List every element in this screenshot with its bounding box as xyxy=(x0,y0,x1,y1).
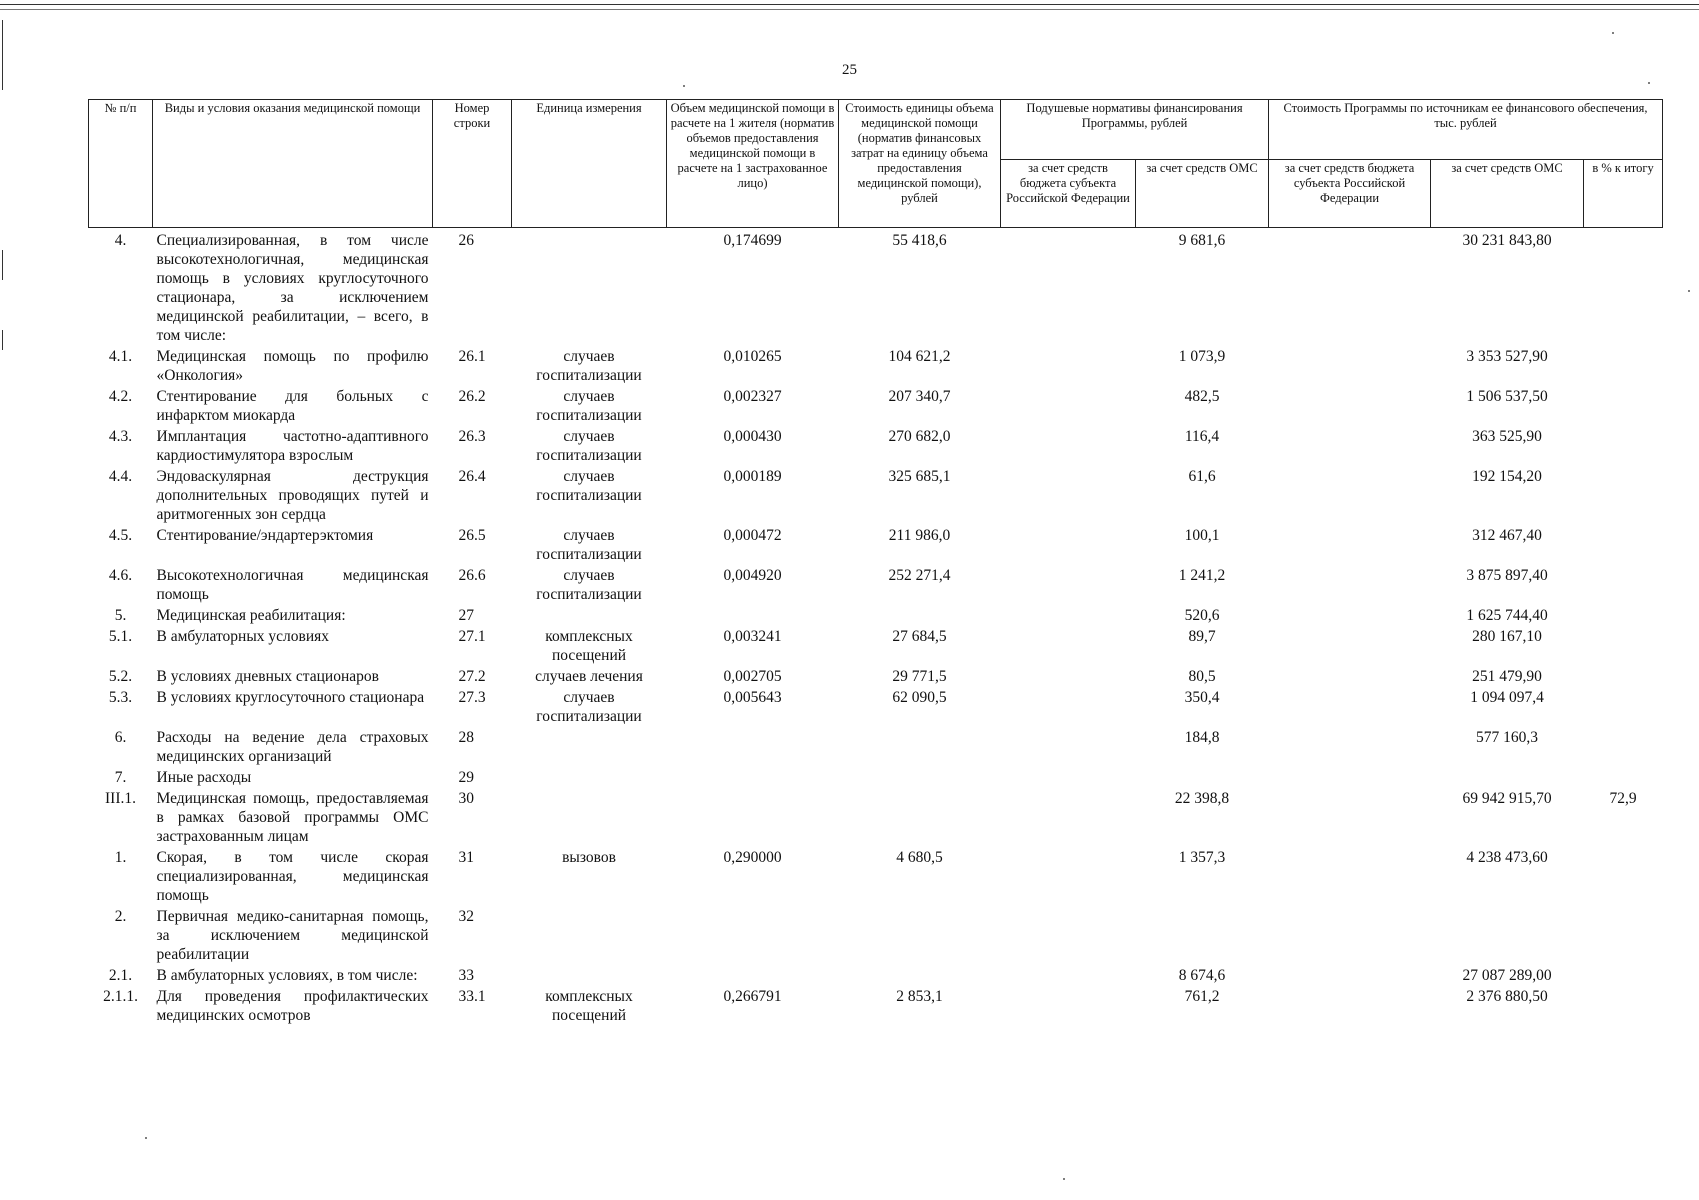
row-unit: случаев госпитализации xyxy=(536,689,642,725)
row-prog-pct xyxy=(1584,525,1663,565)
page-number: 25 xyxy=(842,62,857,78)
row-name: Стентирование для больных с инфарктом миокарда xyxy=(156,388,429,424)
scan-speck xyxy=(1612,32,1614,34)
table-row xyxy=(89,767,1663,788)
row-volume: 0,003241 xyxy=(723,628,782,645)
row-line-number: 26.4 xyxy=(458,468,486,485)
row-volume: 0,010265 xyxy=(723,348,782,365)
row-prog-oms: 69 942 915,70 xyxy=(1462,790,1552,807)
table-row xyxy=(89,386,1663,426)
row-percap-budget xyxy=(1001,767,1136,788)
row-line-number: 26.5 xyxy=(458,527,486,544)
row-prog-pct xyxy=(1584,346,1663,386)
row-number: 4. xyxy=(114,232,127,249)
row-percap-budget xyxy=(1001,666,1136,687)
header-percap-oms: за счет средств ОМС xyxy=(1136,160,1269,228)
row-name: Медицинская реабилитация: xyxy=(156,607,346,624)
row-percap-oms xyxy=(1136,767,1269,788)
row-percap-budget xyxy=(1001,727,1136,767)
row-name: Специализированная, в том числе высокотехнологичная, медицинская помощь в условиях круглосуточного стационара, за исключением медицинской реабилитации, – всего, в том числе: xyxy=(156,232,429,344)
row-name: Для проведения профилактических медицинских осмотров xyxy=(156,988,429,1024)
row-prog-budget xyxy=(1269,525,1431,565)
row-line-number: 26.1 xyxy=(458,348,486,365)
row-number: 5. xyxy=(114,607,127,624)
row-unit-cost: 29 771,5 xyxy=(892,668,947,685)
row-percap-oms: 482,5 xyxy=(1184,388,1220,405)
table-row xyxy=(89,687,1663,727)
row-volume xyxy=(667,767,839,788)
row-volume: 0,000430 xyxy=(723,428,782,445)
row-line-number: 27.2 xyxy=(458,668,486,685)
row-volume: 0,004920 xyxy=(723,567,782,584)
row-line-number: 31 xyxy=(458,849,474,866)
row-prog-oms: 1 506 537,50 xyxy=(1466,388,1548,405)
row-unit-cost xyxy=(839,727,1001,767)
row-name: Эндоваскулярная деструкция дополнительных проводящих путей и аритмогенных зон сердца xyxy=(156,468,429,523)
table-row xyxy=(89,666,1663,687)
row-unit xyxy=(512,228,667,347)
row-unit xyxy=(512,767,667,788)
row-name: В условиях круглосуточного стационара xyxy=(156,689,425,706)
row-percap-oms: 9 681,6 xyxy=(1178,232,1226,249)
row-prog-pct xyxy=(1584,847,1663,906)
row-volume: 0,266791 xyxy=(723,988,782,1005)
table-header xyxy=(89,100,1663,228)
row-prog-pct xyxy=(1584,605,1663,626)
row-percap-budget xyxy=(1001,788,1136,847)
row-prog-pct xyxy=(1584,986,1663,1026)
row-prog-pct xyxy=(1584,906,1663,965)
row-percap-oms xyxy=(1136,906,1269,965)
table-row xyxy=(89,727,1663,767)
row-line-number: 32 xyxy=(458,908,474,925)
row-name: Имплантация частотно-адаптивного кардиостимулятора взрослым xyxy=(156,428,429,464)
row-prog-oms: 1 625 744,40 xyxy=(1466,607,1548,624)
row-unit-cost: 104 621,2 xyxy=(888,348,951,365)
row-prog-pct xyxy=(1584,565,1663,605)
row-prog-oms: 192 154,20 xyxy=(1472,468,1542,485)
row-unit-cost: 27 684,5 xyxy=(892,628,947,645)
row-percap-oms: 89,7 xyxy=(1188,628,1216,645)
row-prog-pct xyxy=(1584,426,1663,466)
top-border-line-inner xyxy=(0,9,1699,10)
row-name: Стентирование/эндартерэктомия xyxy=(156,527,374,544)
row-volume xyxy=(667,906,839,965)
row-number: 5.1. xyxy=(108,628,133,645)
row-name: Первичная медико-санитарная помощь, за исключением медицинской реабилитации xyxy=(156,908,429,963)
row-number: 5.2. xyxy=(108,668,133,685)
financing-table xyxy=(88,99,1663,1026)
row-unit-cost: 4 680,5 xyxy=(896,849,943,866)
row-prog-budget xyxy=(1269,228,1431,347)
row-volume: 0,002327 xyxy=(723,388,782,405)
row-number: 4.1. xyxy=(108,348,133,365)
header-prog-budget: за счет средств бюджета субъекта Российской Федерации xyxy=(1269,160,1431,228)
row-prog-budget xyxy=(1269,986,1431,1026)
row-unit-cost xyxy=(839,965,1001,986)
header-no: № п/п xyxy=(89,100,153,228)
row-percap-oms: 8 674,6 xyxy=(1178,967,1226,984)
top-border-line xyxy=(0,4,1699,5)
row-prog-pct xyxy=(1584,965,1663,986)
row-prog-budget xyxy=(1269,565,1431,605)
row-prog-oms: 280 167,10 xyxy=(1472,628,1542,645)
scan-speck xyxy=(683,85,685,87)
row-line-number: 27 xyxy=(458,607,474,624)
row-unit-cost: 325 685,1 xyxy=(888,468,951,485)
row-unit: случаев госпитализации xyxy=(536,527,642,563)
row-percap-budget xyxy=(1001,626,1136,666)
row-prog-pct: 72,9 xyxy=(1609,790,1637,807)
row-unit xyxy=(512,605,667,626)
table-row xyxy=(89,906,1663,965)
header-prog-oms: за счет средств ОМС xyxy=(1431,160,1584,228)
row-number: 2.1. xyxy=(108,967,133,984)
scan-edge-mark xyxy=(2,330,3,350)
row-percap-oms: 761,2 xyxy=(1184,988,1220,1005)
row-prog-oms: 1 094 097,4 xyxy=(1470,689,1544,706)
row-unit-cost xyxy=(839,605,1001,626)
row-prog-budget xyxy=(1269,767,1431,788)
row-prog-oms: 363 525,90 xyxy=(1472,428,1542,445)
row-volume xyxy=(667,788,839,847)
row-percap-budget xyxy=(1001,986,1136,1026)
scan-speck xyxy=(1648,82,1650,84)
row-unit: случаев госпитализации xyxy=(536,428,642,464)
row-line-number: 27.1 xyxy=(458,628,486,645)
row-number: 4.3. xyxy=(108,428,133,445)
row-volume: 0,002705 xyxy=(723,668,782,685)
row-prog-budget xyxy=(1269,666,1431,687)
row-prog-budget xyxy=(1269,466,1431,525)
row-line-number: 33.1 xyxy=(458,988,486,1005)
row-volume xyxy=(667,605,839,626)
row-number: III.1. xyxy=(105,790,136,807)
table-row xyxy=(89,965,1663,986)
row-unit-cost: 252 271,4 xyxy=(888,567,951,584)
row-prog-oms: 27 087 289,00 xyxy=(1462,967,1552,984)
row-prog-budget xyxy=(1269,346,1431,386)
row-unit: случаев госпитализации xyxy=(536,388,642,424)
row-percap-budget xyxy=(1001,386,1136,426)
row-prog-budget xyxy=(1269,386,1431,426)
row-volume: 0,174699 xyxy=(723,232,782,249)
row-name: Расходы на ведение дела страховых медицинских организаций xyxy=(156,729,429,765)
row-prog-oms: 2 376 880,50 xyxy=(1466,988,1548,1005)
row-prog-oms: 30 231 843,80 xyxy=(1462,232,1552,249)
row-prog-budget xyxy=(1269,965,1431,986)
row-prog-budget xyxy=(1269,605,1431,626)
scan-edge-mark xyxy=(2,250,3,280)
row-percap-budget xyxy=(1001,847,1136,906)
row-prog-budget xyxy=(1269,727,1431,767)
row-unit-cost: 270 682,0 xyxy=(888,428,951,445)
row-name: Медицинская помощь по профилю «Онкология» xyxy=(156,348,429,384)
scan-speck xyxy=(1063,1178,1065,1180)
row-number: 4.2. xyxy=(108,388,133,405)
row-line-number: 28 xyxy=(458,729,474,746)
row-volume: 0,000472 xyxy=(723,527,782,544)
row-unit: случаев лечения xyxy=(535,668,643,685)
row-percap-budget xyxy=(1001,525,1136,565)
row-unit-cost: 62 090,5 xyxy=(892,689,947,706)
row-prog-pct xyxy=(1584,727,1663,767)
row-number: 4.4. xyxy=(108,468,133,485)
table-row xyxy=(89,986,1663,1026)
row-unit: комплексных посещений xyxy=(545,628,633,664)
table-row xyxy=(89,605,1663,626)
row-percap-oms: 350,4 xyxy=(1184,689,1220,706)
scan-speck xyxy=(1688,290,1690,292)
table-row xyxy=(89,426,1663,466)
table-row xyxy=(89,525,1663,565)
row-unit: случаев госпитализации xyxy=(536,348,642,384)
row-unit xyxy=(512,727,667,767)
row-percap-budget xyxy=(1001,466,1136,525)
row-percap-oms: 184,8 xyxy=(1184,729,1220,746)
row-number: 2.1.1. xyxy=(103,988,138,1005)
row-prog-oms: 4 238 473,60 xyxy=(1466,849,1548,866)
header-percap-budget: за счет средств бюджета субъекта Российской Федерации xyxy=(1001,160,1136,228)
row-unit-cost: 55 418,6 xyxy=(892,232,947,249)
row-line-number: 26.3 xyxy=(458,428,486,445)
row-prog-oms: 3 875 897,40 xyxy=(1466,567,1548,584)
row-number: 7. xyxy=(114,769,127,786)
row-prog-pct xyxy=(1584,386,1663,426)
table-row xyxy=(89,626,1663,666)
row-unit xyxy=(512,965,667,986)
row-percap-oms: 116,4 xyxy=(1184,428,1220,445)
row-number: 2. xyxy=(114,908,127,925)
header-unit: Единица измерения xyxy=(512,100,667,228)
row-volume xyxy=(667,965,839,986)
row-unit-cost xyxy=(839,767,1001,788)
row-unit: случаев госпитализации xyxy=(536,567,642,603)
row-percap-budget xyxy=(1001,228,1136,347)
header-name: Виды и условия оказания медицинской помощи xyxy=(153,100,433,228)
scan-edge-mark xyxy=(2,20,3,90)
row-prog-pct xyxy=(1584,687,1663,727)
table-row xyxy=(89,346,1663,386)
row-prog-oms xyxy=(1431,767,1584,788)
row-number: 6. xyxy=(114,729,127,746)
row-prog-oms: 251 479,90 xyxy=(1472,668,1542,685)
row-volume: 0,290000 xyxy=(723,849,782,866)
row-line-number: 30 xyxy=(458,790,474,807)
row-percap-budget xyxy=(1001,605,1136,626)
row-percap-budget xyxy=(1001,906,1136,965)
table-row xyxy=(89,788,1663,847)
row-prog-oms xyxy=(1431,906,1584,965)
row-line-number: 26.6 xyxy=(458,567,486,584)
row-volume: 0,000189 xyxy=(723,468,782,485)
row-unit-cost xyxy=(839,906,1001,965)
row-unit: вызовов xyxy=(562,849,616,866)
row-line-number: 26 xyxy=(458,232,474,249)
header-volume: Объем медицинской помощи в расчете на 1 жителя (норматив объемов предоставления медицинской помощи в расчете на 1 застрахованное лицо) xyxy=(667,100,839,228)
row-name: Иные расходы xyxy=(156,769,252,786)
row-name: Высокотехнологичная медицинская помощь xyxy=(156,567,429,603)
row-number: 4.5. xyxy=(108,527,133,544)
row-percap-oms: 1 241,2 xyxy=(1178,567,1226,584)
row-percap-oms: 520,6 xyxy=(1184,607,1220,624)
row-name: Медицинская помощь, предоставляемая в рамках базовой программы ОМС застрахованным лицам xyxy=(156,790,429,845)
row-percap-oms: 80,5 xyxy=(1188,668,1216,685)
scan-speck xyxy=(145,1137,147,1139)
row-prog-pct xyxy=(1584,626,1663,666)
row-volume: 0,005643 xyxy=(723,689,782,706)
row-number: 1. xyxy=(114,849,127,866)
row-line-number: 26.2 xyxy=(458,388,486,405)
row-unit xyxy=(512,906,667,965)
table-row xyxy=(89,565,1663,605)
row-unit-cost: 211 986,0 xyxy=(888,527,951,544)
row-name: В амбулаторных условиях xyxy=(156,628,329,645)
header-prog-pct: в % к итогу xyxy=(1584,160,1663,228)
header-percap-group: Подушевые нормативы финансирования Программы, рублей xyxy=(1001,100,1269,160)
row-unit-cost xyxy=(839,788,1001,847)
row-percap-budget xyxy=(1001,565,1136,605)
row-prog-oms: 577 160,3 xyxy=(1476,729,1539,746)
table-row xyxy=(89,228,1663,347)
row-unit: случаев госпитализации xyxy=(536,468,642,504)
row-prog-oms: 3 353 527,90 xyxy=(1466,348,1548,365)
row-percap-oms: 100,1 xyxy=(1184,527,1220,544)
row-percap-oms: 1 073,9 xyxy=(1178,348,1226,365)
row-percap-oms: 1 357,3 xyxy=(1178,849,1226,866)
row-percap-oms: 61,6 xyxy=(1188,468,1216,485)
header-line: Номер строки xyxy=(433,100,512,228)
row-prog-budget xyxy=(1269,788,1431,847)
row-name: Скорая, в том числе скорая специализированная, медицинская помощь xyxy=(156,849,429,904)
row-prog-pct xyxy=(1584,767,1663,788)
table-row xyxy=(89,847,1663,906)
row-percap-budget xyxy=(1001,426,1136,466)
row-prog-pct xyxy=(1584,228,1663,347)
table-body xyxy=(89,228,1663,1027)
header-prog-group: Стоимость Программы по источникам ее финансового обеспечения, тыс. рублей xyxy=(1269,100,1663,160)
header-cost: Стоимость единицы объема медицинской помощи (норматив финансовых затрат на единицу объема предоставления медицинской помощи), рублей xyxy=(839,100,1001,228)
row-name: В амбулаторных условиях, в том числе: xyxy=(156,967,418,984)
row-prog-budget xyxy=(1269,426,1431,466)
row-percap-budget xyxy=(1001,965,1136,986)
row-percap-oms: 22 398,8 xyxy=(1174,790,1230,807)
row-number: 5.3. xyxy=(108,689,133,706)
row-unit-cost: 207 340,7 xyxy=(888,388,951,405)
row-prog-budget xyxy=(1269,847,1431,906)
row-prog-budget xyxy=(1269,687,1431,727)
row-prog-budget xyxy=(1269,906,1431,965)
row-line-number: 27.3 xyxy=(458,689,486,706)
row-name: В условиях дневных стационаров xyxy=(156,668,379,685)
row-prog-budget xyxy=(1269,626,1431,666)
row-percap-budget xyxy=(1001,687,1136,727)
row-prog-pct xyxy=(1584,466,1663,525)
row-unit: комплексных посещений xyxy=(545,988,633,1024)
row-volume xyxy=(667,727,839,767)
row-number: 4.6. xyxy=(108,567,133,584)
row-prog-oms: 312 467,40 xyxy=(1472,527,1542,544)
table-row xyxy=(89,466,1663,525)
row-percap-budget xyxy=(1001,346,1136,386)
row-line-number: 33 xyxy=(458,967,474,984)
row-line-number: 29 xyxy=(458,769,474,786)
row-unit xyxy=(512,788,667,847)
row-unit-cost: 2 853,1 xyxy=(896,988,943,1005)
row-prog-pct xyxy=(1584,666,1663,687)
